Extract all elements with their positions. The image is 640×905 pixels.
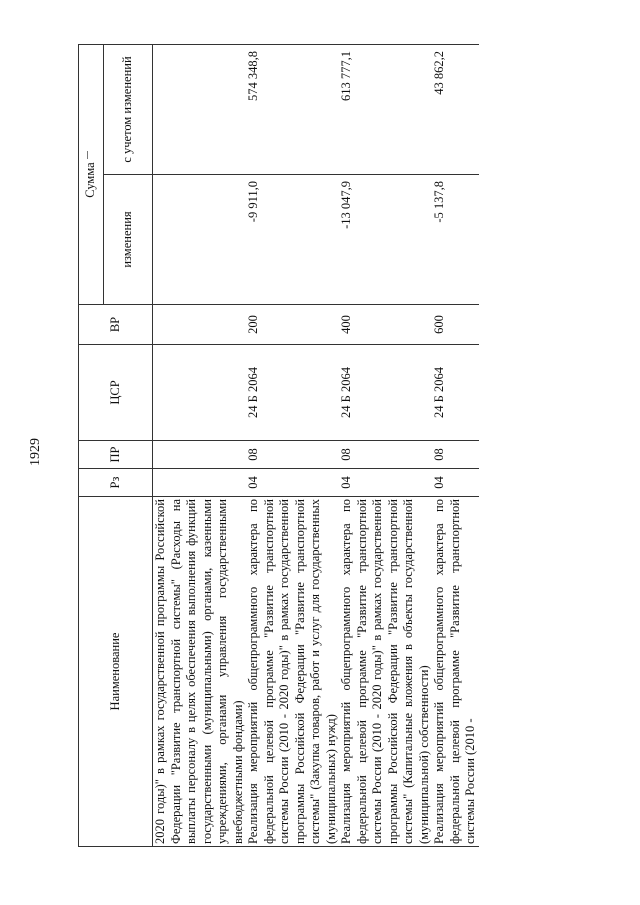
row-rz bbox=[153, 469, 247, 497]
row-change bbox=[153, 175, 247, 305]
row-with-changes: 43 862,2 bbox=[432, 45, 479, 175]
row-change: -9 911,0 bbox=[246, 175, 339, 305]
row-vr: 600 bbox=[432, 305, 479, 345]
table-row bbox=[153, 45, 247, 847]
table-row bbox=[339, 45, 432, 847]
row-csr: 24 Б 2064 bbox=[432, 345, 479, 441]
row-name: Реализация мероприятий общепрограммного характера по федеральной целевой программе "Развитие транспортной системы России (2010 - 2020 годы)" в рамках государственной программы Российской Федерации "Развитие транспортной системы" (Капитальные вложения в объекты государственной (муниципальной) собственности) bbox=[339, 497, 432, 847]
header-rz: Рз bbox=[79, 469, 153, 497]
page-number: 1929 bbox=[28, 438, 43, 466]
row-rz: 04 bbox=[339, 469, 432, 497]
row-csr bbox=[153, 345, 247, 441]
header-with-changes: с учетом изменений bbox=[104, 45, 153, 175]
row-rz: 04 bbox=[246, 469, 339, 497]
row-change: -5 137,8 bbox=[432, 175, 479, 305]
row-pr: 08 bbox=[339, 441, 432, 469]
row-name: 2020 годы)" в рамках государственной программы Российской Федерации "Развитие транспортной системы" (Расходы на выплаты персоналу в целях обеспечения выполнения функций государственными (муниципальными) органами, казенными учреждениями, органами управления государственными внебюджетными фондами) bbox=[153, 497, 247, 847]
header-sum-label: Сумма bbox=[83, 162, 98, 198]
row-pr: 08 bbox=[246, 441, 339, 469]
scan-mark bbox=[87, 151, 88, 159]
row-vr bbox=[153, 305, 247, 345]
row-name: Реализация мероприятий общепрограммного характера по федеральной целевой программе "Развитие транспортной системы России (2010 - 2020 годы)" в рамках государственной программы Российской Федерации "Развитие транспортной системы" (Закупка товаров, работ и услуг для государственных (муниципальных) нужд) bbox=[246, 497, 339, 847]
row-with-changes bbox=[153, 45, 247, 175]
row-vr: 200 bbox=[246, 305, 339, 345]
row-with-changes: 613 777,1 bbox=[339, 45, 432, 175]
budget-table bbox=[78, 44, 479, 847]
header-vr: ВР bbox=[79, 305, 153, 345]
header-pr: ПР bbox=[79, 441, 153, 469]
row-with-changes: 574 348,8 bbox=[246, 45, 339, 175]
header-change: изменения bbox=[104, 175, 153, 305]
row-pr: 08 bbox=[432, 441, 479, 469]
header-name: Наименование bbox=[79, 497, 153, 847]
table-row bbox=[432, 45, 479, 847]
row-pr bbox=[153, 441, 247, 469]
row-name: Реализация мероприятий общепрограммного характера по федеральной целевой программе "Развитие транспортной системы России (2010 - bbox=[432, 497, 479, 847]
row-vr: 400 bbox=[339, 305, 432, 345]
table-row bbox=[246, 45, 339, 847]
row-csr: 24 Б 2064 bbox=[339, 345, 432, 441]
header-csr: ЦСР bbox=[79, 345, 153, 441]
row-rz: 04 bbox=[432, 469, 479, 497]
row-change: -13 047,9 bbox=[339, 175, 432, 305]
header-sum bbox=[79, 45, 104, 305]
row-csr: 24 Б 2064 bbox=[246, 345, 339, 441]
